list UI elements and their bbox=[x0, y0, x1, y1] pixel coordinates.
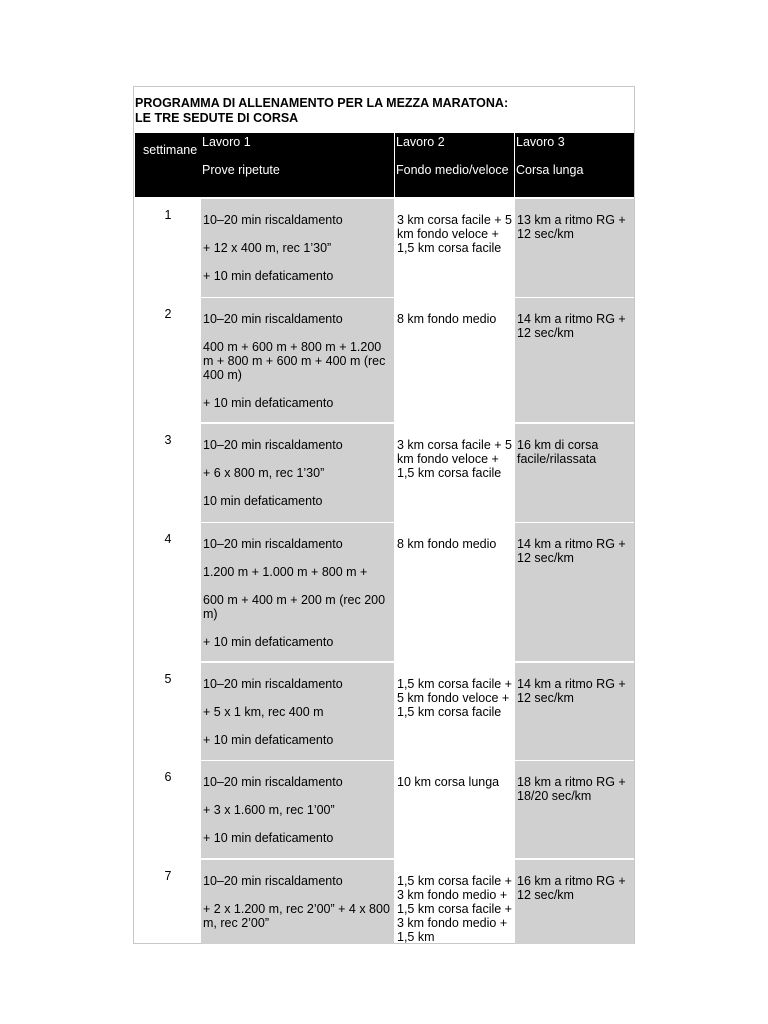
lavoro-1-line: + 10 min defaticamento bbox=[203, 269, 334, 283]
document-title bbox=[135, 96, 508, 126]
header-settimane bbox=[135, 133, 201, 197]
lavoro-2-cell: 10 km corsa lunga bbox=[397, 775, 500, 789]
lavoro-2-cell: 8 km fondo medio bbox=[397, 312, 497, 326]
lavoro-3-cell: 16 km di corsa facile/rilassata bbox=[515, 424, 634, 522]
lavoro-1-line: 10–20 min riscaldamento bbox=[203, 213, 343, 227]
lavoro-1-line: + 10 min defaticamento bbox=[203, 396, 334, 410]
lavoro-1-cell bbox=[201, 860, 394, 944]
title-line-1: PROGRAMMA DI ALLENAMENTO PER LA MEZZA MARATONA: bbox=[135, 96, 509, 110]
header-lavoro-3-subtitle: Corsa lunga bbox=[516, 163, 584, 177]
header-lavoro-1-subtitle: Prove ripetute bbox=[202, 163, 280, 177]
lavoro-1-line: 10–20 min riscaldamento bbox=[203, 537, 343, 551]
lavoro-3-cell: 16 km a ritmo RG + 12 sec/km bbox=[515, 860, 634, 944]
lavoro-3-cell: 14 km a ritmo RG + 12 sec/km bbox=[515, 298, 634, 422]
lavoro-1-line: + 12 x 400 m, rec 1’30” bbox=[203, 241, 332, 255]
lavoro-1-line: 1.200 m + 1.000 m + 800 m + bbox=[203, 565, 368, 579]
lavoro-1-line: + 6 x 800 m, rec 1’30” bbox=[203, 466, 325, 480]
lavoro-1-line: 10–20 min riscaldamento bbox=[203, 438, 343, 452]
header-lavoro-3-title: Lavoro 3 bbox=[516, 135, 565, 149]
lavoro-1-cell bbox=[201, 298, 394, 422]
header-lavoro-2 bbox=[395, 133, 514, 197]
training-program-document bbox=[133, 86, 635, 944]
lavoro-1-cell bbox=[201, 523, 394, 661]
lavoro-1-line: 10–20 min riscaldamento bbox=[203, 312, 343, 326]
lavoro-3-cell: 14 km a ritmo RG + 12 sec/km bbox=[515, 663, 634, 760]
lavoro-1-line: + 10 min defaticamento bbox=[203, 733, 334, 747]
lavoro-3-cell: 18 km a ritmo RG + 18/20 sec/km bbox=[515, 761, 634, 858]
lavoro-3-cell: 13 km a ritmo RG + 12 sec/km bbox=[515, 199, 634, 297]
lavoro-2-cell: 1,5 km corsa facile + 5 km fondo veloce + 1,5 km corsa facile bbox=[397, 677, 512, 719]
week-cell: 3 bbox=[164, 433, 172, 447]
lavoro-1-line: 400 m + 600 m + 800 m + 1.200 m + 800 m + 600 m + 400 m (rec 400 m) bbox=[203, 340, 386, 382]
lavoro-1-line: 10–20 min riscaldamento bbox=[203, 874, 343, 888]
header-settimane-label: settimane bbox=[143, 143, 198, 157]
week-cell: 5 bbox=[164, 672, 172, 686]
lavoro-1-line: 10–20 min riscaldamento bbox=[203, 677, 343, 691]
header-lavoro-1-title: Lavoro 1 bbox=[202, 135, 251, 149]
lavoro-1-line: 10 min defaticamento bbox=[203, 494, 323, 508]
lavoro-1-line: 600 m + 400 m + 200 m (rec 200 m) bbox=[203, 593, 386, 621]
week-cell: 1 bbox=[164, 208, 172, 222]
header-lavoro-2-subtitle: Fondo medio/veloce bbox=[396, 163, 509, 177]
lavoro-2-cell: 1,5 km corsa facile + 3 km fondo medio + 1,5 km corsa facile + 3 km fondo medio + 1,5 km bbox=[397, 874, 512, 944]
header-lavoro-1 bbox=[201, 133, 394, 197]
lavoro-1-line: 10–20 min riscaldamento bbox=[203, 775, 343, 789]
lavoro-2-cell: 8 km fondo medio bbox=[397, 537, 497, 551]
week-cell: 6 bbox=[164, 770, 172, 784]
lavoro-1-cell bbox=[201, 199, 394, 297]
title-line-2: LE TRE SEDUTE DI CORSA bbox=[135, 111, 299, 125]
lavoro-1-line: + 2 x 1.200 m, rec 2’00” + 4 x 800 m, rec 2’00” bbox=[203, 902, 390, 930]
lavoro-2-cell: 3 km corsa facile + 5 km fondo veloce + 1,5 km corsa facile bbox=[397, 213, 512, 255]
lavoro-1-cell bbox=[201, 663, 394, 760]
lavoro-1-line: + 10 min defaticamento bbox=[203, 635, 334, 649]
lavoro-2-cell: 3 km corsa facile + 5 km fondo veloce + 1,5 km corsa facile bbox=[397, 438, 512, 480]
lavoro-1-line: + 3 x 1.600 m, rec 1’00” bbox=[203, 803, 335, 817]
week-cell: 7 bbox=[164, 869, 172, 883]
header-lavoro-2-title: Lavoro 2 bbox=[396, 135, 445, 149]
lavoro-1-cell bbox=[201, 761, 394, 858]
lavoro-3-cell: 14 km a ritmo RG + 12 sec/km bbox=[515, 523, 634, 661]
lavoro-1-line: + 10 min defaticamento bbox=[203, 831, 334, 845]
header-lavoro-3 bbox=[515, 133, 634, 197]
lavoro-1-line: + 5 x 1 km, rec 400 m bbox=[203, 705, 324, 719]
week-cell: 2 bbox=[164, 307, 172, 321]
lavoro-1-cell bbox=[201, 424, 394, 522]
week-cell: 4 bbox=[164, 532, 172, 546]
